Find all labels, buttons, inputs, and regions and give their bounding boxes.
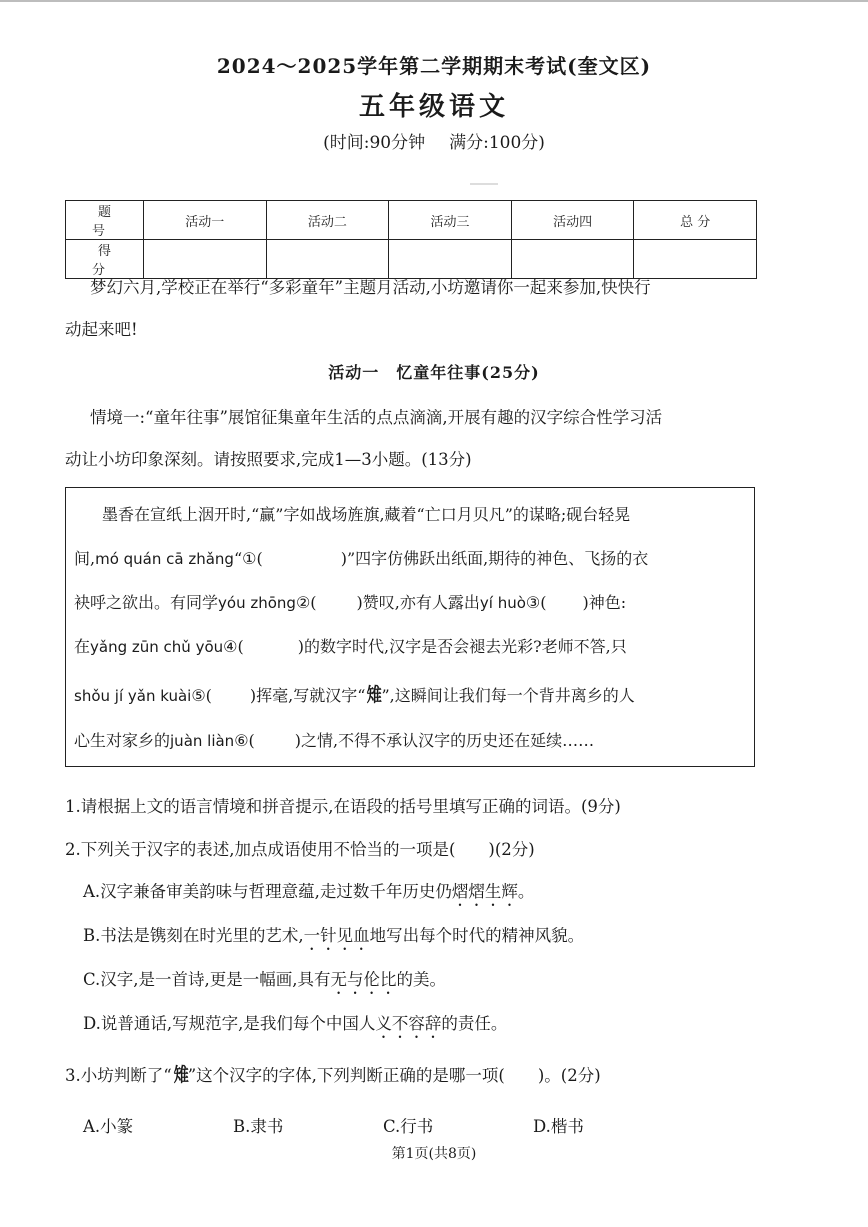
blank-label: ⑥( xyxy=(234,731,255,750)
score-table-column: 活动三 xyxy=(389,201,512,240)
passage-text: )赞叹,亦有人露出 xyxy=(356,593,480,612)
option-text: 地写出每个时代的精神风貌。 xyxy=(369,926,585,945)
question-3-options xyxy=(83,1113,683,1137)
passage-text: 在 xyxy=(74,637,91,656)
score-table xyxy=(65,200,757,279)
passage-text: 心生对家乡的 xyxy=(74,731,171,750)
passage-line xyxy=(74,546,648,569)
reading-passage-box xyxy=(65,487,755,767)
score-table-column: 活动四 xyxy=(511,201,634,240)
passage-text: )”四字仿佛跃出纸面,期待的神色、飞扬的衣 xyxy=(340,549,649,568)
passage-text: 间, xyxy=(74,549,96,568)
blank-label: ③( xyxy=(525,593,547,612)
passage-text: )神色: xyxy=(582,593,627,612)
dotted-idiom: 无与伦比 xyxy=(330,970,397,989)
passage-text: ”,这瞬间让我们每一个背井离乡的人 xyxy=(381,686,635,705)
pinyin-prompt: yǎng zūn chǔ yōu xyxy=(90,638,224,656)
passage-text: )之情,不得不承认汉字的历史还在延续…… xyxy=(294,731,595,750)
score-table-column: 活动一 xyxy=(144,201,267,240)
top-border-line xyxy=(0,0,868,2)
score-table-header-row xyxy=(66,201,757,240)
score-table-score-row xyxy=(66,240,757,279)
question-2-option-b[interactable] xyxy=(83,922,584,954)
blank-label: “①( xyxy=(233,549,263,568)
passage-line xyxy=(74,634,627,657)
dotted-idiom: 义不容辞 xyxy=(375,1014,442,1033)
passage-text: 袂呼之欲出。有同学 xyxy=(74,593,219,612)
question-3-option-b[interactable]: B.隶书 xyxy=(233,1117,284,1136)
exam-time: (时间:90分钟 xyxy=(323,133,426,153)
score-cell[interactable] xyxy=(266,240,389,279)
question-1: 1.请根据上文的语言情境和拼音提示,在语段的括号里填写正确的词语。(9分) xyxy=(65,797,621,816)
pinyin-prompt: yóu zhōng xyxy=(218,594,296,612)
passage-line xyxy=(74,590,626,613)
score-cell[interactable] xyxy=(389,240,512,279)
blank-label: ⑤( xyxy=(191,686,212,705)
score-cell[interactable] xyxy=(634,240,757,279)
subject-title: 五年级语文 xyxy=(358,92,509,122)
page-footer: 第1页(共8页) xyxy=(391,1146,477,1162)
dotted-idiom: 熠熠生辉 xyxy=(451,882,518,901)
passage-line xyxy=(74,680,635,707)
intro-line: 动起来吧! xyxy=(65,320,138,339)
option-text: B.书法是镌刻在时光里的艺术, xyxy=(83,926,304,945)
blank-label: ②( xyxy=(295,593,317,612)
passage-text: )的数字时代,汉字是否会褪去光彩?老师不答,只 xyxy=(297,637,627,656)
pinyin-prompt: yí huò xyxy=(479,594,526,612)
option-text: 的责任。 xyxy=(441,1014,508,1033)
score-cell[interactable] xyxy=(144,240,267,279)
exam-title: 2024～2025学年第二学期期末考试(奎文区) xyxy=(216,54,652,78)
score-table-header-label: 题 号 xyxy=(66,201,144,240)
question-3-option-c[interactable]: C.行书 xyxy=(383,1117,434,1136)
question-2: 2.下列关于汉字的表述,加点成语使用不恰当的一项是( )(2分) xyxy=(65,840,535,859)
question-text: 3.小坊判断了“ xyxy=(65,1066,172,1085)
pinyin-prompt: shǒu jí yǎn kuài xyxy=(74,687,192,705)
exam-full-score: 满分:100分) xyxy=(449,133,545,153)
scan-smudge xyxy=(470,183,498,185)
option-text: D.说普通话,写规范字,是我们每个中国人 xyxy=(83,1014,376,1033)
score-cell[interactable] xyxy=(511,240,634,279)
option-text: A.汉字兼备审美韵味与哲理意蕴,走过数千年历史仍 xyxy=(83,882,452,901)
question-3-option-d[interactable]: D.楷书 xyxy=(533,1117,584,1136)
blank-label: ④( xyxy=(223,637,244,656)
question-3 xyxy=(65,1060,601,1087)
passage-line xyxy=(74,728,594,751)
question-2-option-d[interactable] xyxy=(83,1010,507,1042)
question-2-option-a[interactable] xyxy=(83,878,534,910)
scenario-line: 动让小坊印象深刻。请按照要求,完成1—3小题。(13分) xyxy=(65,450,472,469)
pinyin-prompt: mó quán cā zhǎng xyxy=(95,550,234,568)
scenario-line: 情境一:“童年往事”展馆征集童年生活的点点滴滴,开展有趣的汉字综合性学习活 xyxy=(90,408,663,427)
dotted-idiom: 一针见血 xyxy=(303,926,370,945)
question-text: ”这个汉字的字体,下列判断正确的是哪一项( )。(2分) xyxy=(187,1066,601,1085)
activity-title: 活动一 忆童年往事(25分) xyxy=(328,363,540,382)
calligraphy-character: 雉 xyxy=(173,1064,187,1086)
option-text: C.汉字,是一首诗,更是一幅画,具有 xyxy=(83,970,331,989)
passage-text: )挥毫,写就汉字“ xyxy=(249,686,366,705)
calligraphy-character: 雉 xyxy=(367,684,380,706)
score-table-column: 活动二 xyxy=(266,201,389,240)
passage-line: 墨香在宣纸上洇开时,“赢”字如战场旌旗,藏着“亡口月贝凡”的谋略;砚台轻晃 xyxy=(102,505,631,524)
question-3-option-a[interactable]: A.小篆 xyxy=(83,1117,134,1136)
score-table-column: 总 分 xyxy=(634,201,757,240)
exam-meta xyxy=(0,128,868,153)
intro-line: 梦幻六月,学校正在举行“多彩童年”主题月活动,小坊邀请你一起来参加,快快行 xyxy=(90,278,651,297)
score-table-row-label: 得 分 xyxy=(66,240,144,279)
pinyin-prompt: juàn liàn xyxy=(170,732,235,750)
option-text: 。 xyxy=(517,882,535,901)
option-text: 的美。 xyxy=(396,970,447,989)
question-2-option-c[interactable] xyxy=(83,966,446,998)
